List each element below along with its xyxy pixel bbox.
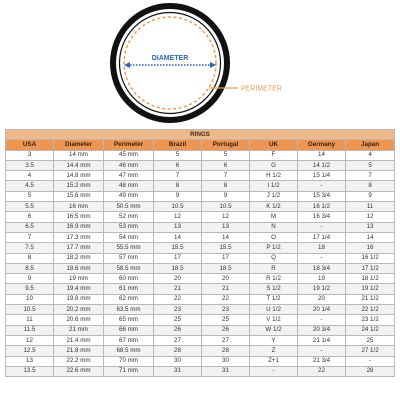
table-cell: J 1/2 (250, 191, 298, 201)
table-row (6, 284, 395, 294)
table-cell: 4 (346, 150, 395, 160)
table-cell: 14 mm (54, 150, 104, 160)
table-cell: W 1/2 (250, 325, 298, 335)
table-cell: 21 (154, 284, 202, 294)
table-cell: 13 (6, 356, 54, 366)
table-row (6, 253, 395, 263)
table-cell: 3 (6, 150, 54, 160)
table-cell: 16 3/4 (298, 212, 346, 222)
table-cell: 16 1/2 (298, 202, 346, 212)
table-cell: 20 (298, 294, 346, 304)
table-cell: 28 (154, 346, 202, 356)
table-cell: 21 mm (54, 325, 104, 335)
table-cell: 17 1/2 (346, 263, 395, 273)
table-cell: 8 (154, 181, 202, 191)
table-cell: 48 mm (104, 181, 154, 191)
table-cell: 12 (346, 212, 395, 222)
table-cell: 45 mm (104, 150, 154, 160)
table-cell: 31 (154, 366, 202, 376)
column-header-usa: USA (6, 140, 54, 150)
table-cell: 20.6 mm (54, 315, 104, 325)
table-cell: 6 (202, 160, 250, 170)
table-cell: 14 (154, 232, 202, 242)
table-cell: 19 1/2 (346, 284, 395, 294)
table-cell: 62 mm (104, 294, 154, 304)
table-cell: 8.5 (6, 263, 54, 273)
table-cell: 23 (202, 305, 250, 315)
table-cell: 19.8 mm (54, 294, 104, 304)
table-cell: 22 (202, 294, 250, 304)
table-cell: 28 (202, 346, 250, 356)
table-row (6, 181, 395, 191)
table-cell: 22.6 mm (54, 366, 104, 376)
table-cell: 5 (202, 150, 250, 160)
table-cell: 18 (298, 243, 346, 253)
table-cell: 3.5 (6, 160, 54, 170)
table-cell: 13 (154, 222, 202, 232)
table-cell: 25 (346, 335, 395, 345)
table-cell: 5 (6, 191, 54, 201)
column-header-uk: UK (250, 140, 298, 150)
table-cell: 14 1/2 (298, 160, 346, 170)
table-cell: 25 (154, 315, 202, 325)
table-cell: - (298, 253, 346, 263)
table-cell: 30 (154, 356, 202, 366)
column-header-germany: Germany (298, 140, 346, 150)
table-cell: - (298, 222, 346, 232)
table-row (6, 171, 395, 181)
table-cell: 50.5 mm (104, 202, 154, 212)
table-cell: 68.5 mm (104, 346, 154, 356)
perimeter-label: PERIMETER (241, 85, 282, 93)
table-cell: 15.2 mm (54, 181, 104, 191)
table-cell: 16 (346, 243, 395, 253)
table-cell: 23 (154, 305, 202, 315)
table-row (6, 160, 395, 170)
table-cell: 20 (202, 274, 250, 284)
table-cell: 7 (6, 232, 54, 242)
table-cell: 12 (6, 335, 54, 345)
table-cell: - (298, 181, 346, 191)
table-cell: 17.3 mm (54, 232, 104, 242)
table-cell: 7 (154, 171, 202, 181)
table-cell: 9 (346, 191, 395, 201)
table-cell: 24 1/2 (346, 325, 395, 335)
table-cell: 14.4 mm (54, 160, 104, 170)
table-cell: 15.6 mm (54, 191, 104, 201)
table-row (6, 315, 395, 325)
table-cell: 19 mm (54, 274, 104, 284)
table-cell: 31 (202, 366, 250, 376)
table-row (6, 356, 395, 366)
column-header-diameter: Diameter (54, 140, 104, 150)
table-cell: 25 (202, 315, 250, 325)
table-cell: 65 mm (104, 315, 154, 325)
table-cell: 17.7 mm (54, 243, 104, 253)
table-cell: 18 3/4 (298, 263, 346, 273)
table-cell: 15 1/4 (298, 171, 346, 181)
table-cell: 14 (298, 150, 346, 160)
table-cell: 52 mm (104, 212, 154, 222)
table-cell: H 1/2 (250, 171, 298, 181)
table-row (6, 150, 395, 160)
table-cell: 18.5 (202, 263, 250, 273)
table-cell: 9 (202, 191, 250, 201)
table-cell: 13.5 (6, 366, 54, 376)
table-cell: Z+1 (250, 356, 298, 366)
table-header-row (6, 140, 395, 150)
table-cell: 9.5 (6, 284, 54, 294)
table-cell: P 1/2 (250, 243, 298, 253)
table-cell: 27 (202, 335, 250, 345)
table-cell: 13 (202, 222, 250, 232)
table-cell: 21 1/4 (298, 335, 346, 345)
table-title-row (6, 130, 395, 140)
table-cell: Q (250, 253, 298, 263)
table-cell: 16 1/2 (346, 253, 395, 263)
table-cell: I 1/2 (250, 181, 298, 191)
diameter-label: DIAMETER (151, 55, 189, 62)
table-row (6, 222, 395, 232)
table-cell: 70 mm (104, 356, 154, 366)
table-cell: T 1/2 (250, 294, 298, 304)
table-row (6, 366, 395, 376)
table-cell: 20 1/4 (298, 305, 346, 315)
table-cell: 20.2 mm (54, 305, 104, 315)
table-cell: 9 (6, 274, 54, 284)
table-cell: 16.9 mm (54, 222, 104, 232)
table-cell: 8 (202, 181, 250, 191)
table-cell: 27 1/2 (346, 346, 395, 356)
table-row (6, 305, 395, 315)
table-cell: 12 (154, 212, 202, 222)
table-cell: - (250, 366, 298, 376)
table-cell: 71 mm (104, 366, 154, 376)
table-cell: 14 (202, 232, 250, 242)
column-header-japan: Japan (346, 140, 395, 150)
table-cell: 60 mm (104, 274, 154, 284)
table-cell: 16.5 mm (54, 212, 104, 222)
table-row (6, 232, 395, 242)
table-row (6, 325, 395, 335)
table-row (6, 212, 395, 222)
table-cell: 5 (154, 150, 202, 160)
table-cell: - (298, 315, 346, 325)
table-cell: 18.6 mm (54, 263, 104, 273)
table-cell: 14.8 mm (54, 171, 104, 181)
table-row (6, 294, 395, 304)
table-cell: 28 (346, 366, 395, 376)
table-cell: 18 1/2 (346, 274, 395, 284)
table-cell: 47 mm (104, 171, 154, 181)
table-cell: V 1/2 (250, 315, 298, 325)
table-cell: 63.5 mm (104, 305, 154, 315)
table-cell: R 1/2 (250, 274, 298, 284)
table-cell: 20 (154, 274, 202, 284)
table-cell: Z (250, 346, 298, 356)
table-cell: 66 mm (104, 325, 154, 335)
table-cell: 12 (202, 212, 250, 222)
column-header-perimeter: Perimeter (104, 140, 154, 150)
table-cell: 22 (298, 366, 346, 376)
table-cell: 5 (346, 160, 395, 170)
table-cell: 14 (346, 232, 395, 242)
table-cell: 8 (6, 253, 54, 263)
table-body (6, 150, 395, 377)
table-cell: 17 (154, 253, 202, 263)
column-header-brazil: Brazil (154, 140, 202, 150)
table-cell: 6.5 (6, 222, 54, 232)
table-cell: 20 3/4 (298, 325, 346, 335)
ring-inner-circle (120, 13, 221, 114)
table-cell: 7 (346, 171, 395, 181)
table-cell: U 1/2 (250, 305, 298, 315)
table-cell: 30 (202, 356, 250, 366)
table-cell: R (250, 263, 298, 273)
table-cell: 15.5 (202, 243, 250, 253)
table-cell: 6 (154, 160, 202, 170)
table-cell: 26 (202, 325, 250, 335)
table-cell: 22.2 mm (54, 356, 104, 366)
table-cell: 23 1/2 (346, 315, 395, 325)
table-cell: 4.5 (6, 181, 54, 191)
table-cell: 4 (6, 171, 54, 181)
table-cell: K 1/2 (250, 202, 298, 212)
table-cell: 17 1/4 (298, 232, 346, 242)
table-cell: 9 (154, 191, 202, 201)
table-cell: 19 1/2 (298, 284, 346, 294)
table-cell: 5.5 (6, 202, 54, 212)
table-cell: 10.5 (154, 202, 202, 212)
table-cell: 49 mm (104, 191, 154, 201)
table-cell: 15.5 (154, 243, 202, 253)
table-cell: 21.4 mm (54, 335, 104, 345)
table-cell: 7.5 (6, 243, 54, 253)
table-cell: 17 (202, 253, 250, 263)
table-cell: 13 (346, 222, 395, 232)
table-cell: 58.5 mm (104, 263, 154, 273)
table-cell: S 1/2 (250, 284, 298, 294)
table-row (6, 191, 395, 201)
table-cell: 21 1/2 (346, 294, 395, 304)
table-cell: F (250, 150, 298, 160)
table-cell: 8 (346, 181, 395, 191)
table-row (6, 263, 395, 273)
table-cell: 53 mm (104, 222, 154, 232)
table-cell: 11.5 (6, 325, 54, 335)
table-row (6, 202, 395, 212)
table-cell: 18.2 mm (54, 253, 104, 263)
table-cell: 67 mm (104, 335, 154, 345)
table-cell: 46 mm (104, 160, 154, 170)
table-cell: 27 (154, 335, 202, 345)
table-row (6, 335, 395, 345)
table-cell: 7 (202, 171, 250, 181)
table-cell: 21 3/4 (298, 356, 346, 366)
table-row (6, 274, 395, 284)
table-cell: - (298, 346, 346, 356)
table-cell: 21.8 mm (54, 346, 104, 356)
table-cell: 10.5 (6, 305, 54, 315)
table-cell: N (250, 222, 298, 232)
ring-size-table (5, 129, 395, 377)
table-cell: 11 (6, 315, 54, 325)
column-header-portugal: Portugal (202, 140, 250, 150)
table-title: RINGS (6, 130, 395, 140)
table-cell: G (250, 160, 298, 170)
table-cell: 11 (346, 202, 395, 212)
table-cell: 61 mm (104, 284, 154, 294)
table-cell: 19 (298, 274, 346, 284)
table-cell: - (346, 356, 395, 366)
table-cell: M (250, 212, 298, 222)
table-row (6, 346, 395, 356)
table-cell: 18.5 (154, 263, 202, 273)
table-cell: 16 mm (54, 202, 104, 212)
table-cell: 21 (202, 284, 250, 294)
table-cell: 15 3/4 (298, 191, 346, 201)
table-cell: 19.4 mm (54, 284, 104, 294)
table-cell: 26 (154, 325, 202, 335)
ring-diagram (0, 0, 400, 128)
table-cell: 6 (6, 212, 54, 222)
table-cell: O (250, 232, 298, 242)
table-cell: 22 (154, 294, 202, 304)
table-cell: Y (250, 335, 298, 345)
table-cell: 55.5 mm (104, 243, 154, 253)
table-cell: 12.5 (6, 346, 54, 356)
table-cell: 57 mm (104, 253, 154, 263)
table-cell: 22 1/2 (346, 305, 395, 315)
table-cell: 10 (6, 294, 54, 304)
table-row (6, 243, 395, 253)
table-cell: 54 mm (104, 232, 154, 242)
table-cell: 10.5 (202, 202, 250, 212)
